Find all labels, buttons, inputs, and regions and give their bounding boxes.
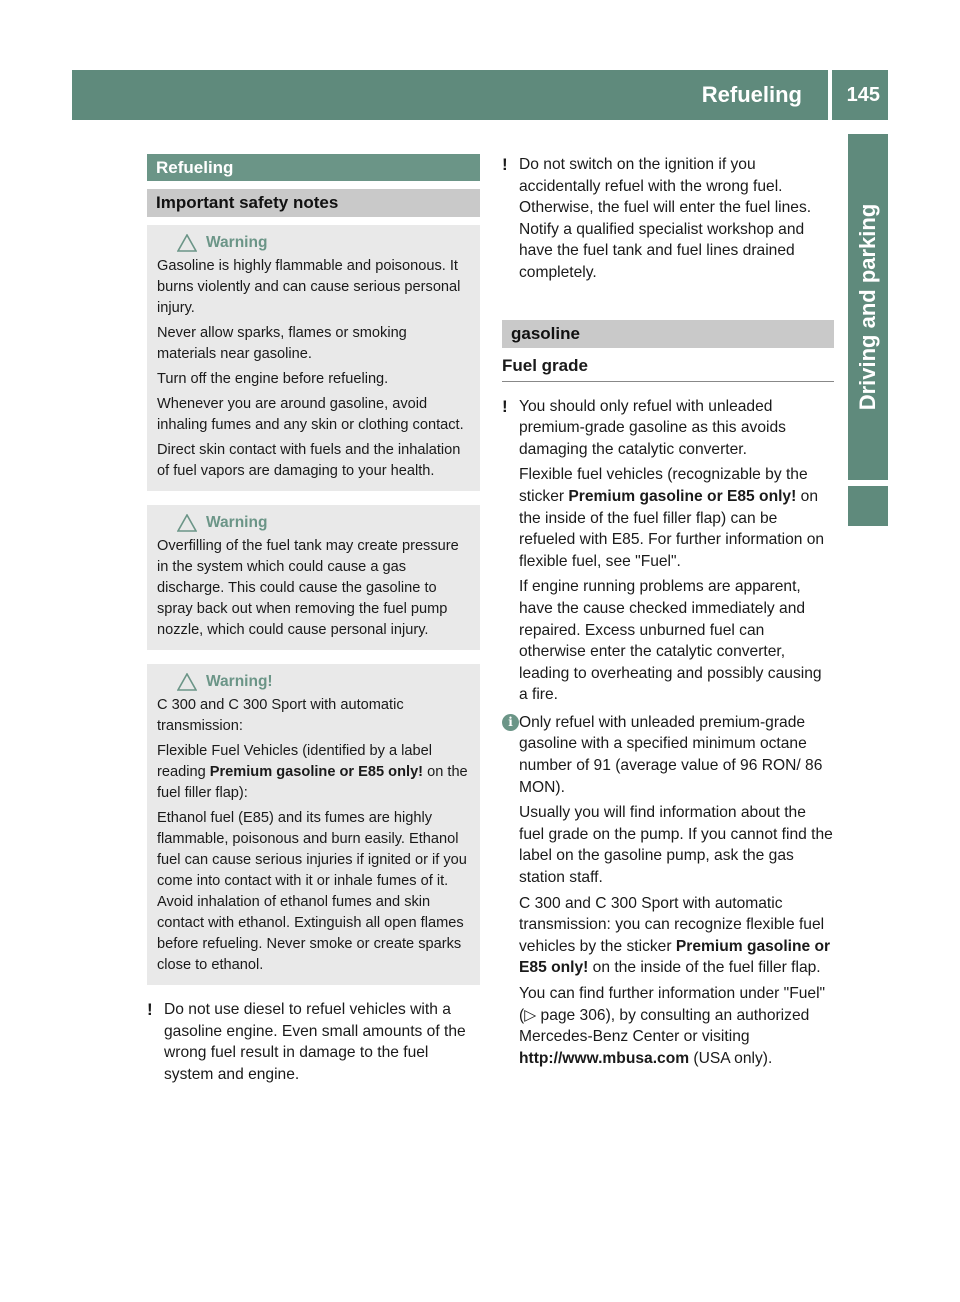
warning-text: Ethanol fuel (E85) and its fumes are highly flammable, poisonous and burn easily. Ethanol fuel can cause serious injuries if ignited or if you come into contact with it or inhale fumes of it. Avoid inhalation of ethanol fumes and skin contact with ethanol. Extinguish all open flames before refueling. Never smoke or create sparks close to ethanol. [157, 810, 467, 973]
sticker-label: Premium gasoline or E85 only! [519, 937, 831, 977]
note-unleaded [502, 396, 834, 706]
page-number: 145 [846, 84, 880, 106]
sticker-label: Premium gasoline or E85 only! [568, 487, 797, 505]
sticker-label: Premium gasoline or E85 only! [209, 764, 424, 780]
warning-text: Turn off the engine before refueling. [157, 371, 389, 387]
note-text: C 300 and C 300 Sport with automatic transmission: you can recognize flexible fuel vehicles by the sticker Premium gasoline or E85 only! on the inside of the fuel filler flap. [519, 894, 831, 977]
note-text: Only refuel with unleaded premium-grade gasoline with a specified minimum octane number of 91 (average value of 96 RON/ 86 MON). [519, 713, 823, 796]
chapter-tab [848, 134, 888, 480]
warning-text: Never allow sparks, flames or smoking materials near gasoline. [157, 325, 407, 362]
warning-heading [177, 671, 470, 692]
note-diesel [147, 999, 480, 1085]
page-reference-link[interactable]: ▷ page 306 [524, 1006, 606, 1024]
header-title: Refueling [701, 82, 802, 107]
note-text: You can find further information under "Fuel" (▷ page 306), by consulting an authorized Mercedes-Benz Center or visiting http://www.mbusa.com (USA only). [519, 985, 826, 1067]
warning-heading [177, 512, 470, 533]
warning-triangle-icon [177, 514, 197, 532]
fuel-grade-heading: Fuel grade [502, 356, 834, 382]
caution-mark-icon: ! [502, 396, 508, 416]
caution-mark-icon: ! [502, 155, 508, 174]
note-text: Usually you will find information about the fuel grade on the pump. If you cannot find the label on the gasoline pump, ask the gas station staff. [519, 804, 833, 887]
right-column [502, 154, 834, 1073]
note-text: If engine running problems are apparent, have the cause checked immediately and repaired. Excess unburned fuel can otherwise enter the catalytic converter, leading to overheating and possibly causing a fire. [519, 578, 822, 704]
website-link[interactable]: http://www.mbusa.com [519, 1049, 690, 1067]
subsection-title: Important safety notes [147, 189, 480, 217]
note-text: Do not use diesel to refuel vehicles with a gasoline engine. Even small amounts of the wrong fuel result in damage to the fuel system and engine. [164, 1001, 466, 1083]
warning-text: Direct skin contact with fuels and the inhalation of fuel vapors are damaging to your health. [157, 442, 461, 479]
caution-mark-icon: ! [147, 1000, 153, 1019]
warning-text: Whenever you are around gasoline, avoid inhaling fumes and any skin or clothing contact. [157, 396, 464, 433]
note-wrong-fuel [502, 154, 834, 284]
warning-text: C 300 and C 300 Sport with automatic transmission: [157, 697, 404, 734]
warning-triangle-icon [177, 673, 197, 691]
note-text: Flexible fuel vehicles (recognizable by the sticker Premium gasoline or E85 only! on the inside of the fuel filler flap) can be refueled with E85. For further information on flexible fuel, see "Fuel". [519, 466, 825, 570]
warning-text: Flexible Fuel Vehicles (identified by a label reading Premium gasoline or E85 only! on the fuel filler flap): [157, 743, 468, 801]
left-column [147, 154, 480, 1089]
header-divider [828, 70, 832, 120]
warning-text: Overfilling of the fuel tank may create pressure in the system which could cause a gas discharge. This could cause the gasoline to spray back out when removing the fuel pump nozzle, which could cause personal injury. [157, 538, 459, 638]
gasoline-heading: gasoline [502, 320, 834, 348]
page-header [72, 70, 888, 120]
warning-label: Warning! [206, 673, 273, 690]
info-icon: i [502, 714, 519, 731]
section-title: Refueling [147, 154, 480, 181]
warning-box-overfilling [147, 505, 480, 650]
chapter-tab-label: Driving and parking [855, 203, 880, 411]
warning-box-ethanol [147, 664, 480, 985]
warning-text: Gasoline is highly flammable and poisonous. It burns violently and can cause serious personal injury. [157, 258, 461, 316]
warning-label: Warning [206, 514, 268, 531]
note-info-octane [502, 712, 834, 1070]
note-text: You should only refuel with unleaded premium-grade gasoline as this avoids damaging the catalytic converter. [519, 397, 786, 458]
warning-heading [177, 232, 470, 253]
warning-label: Warning [206, 234, 268, 251]
warning-triangle-icon [177, 234, 197, 252]
warning-box-gasoline [147, 225, 480, 491]
chapter-marker [848, 486, 888, 526]
note-text: Do not switch on the ignition if you accidentally refuel with the wrong fuel. Otherwise, the fuel will enter the fuel lines. Notify a qualified specialist workshop and have the fuel tank and fuel lines drained completely. [519, 156, 812, 281]
